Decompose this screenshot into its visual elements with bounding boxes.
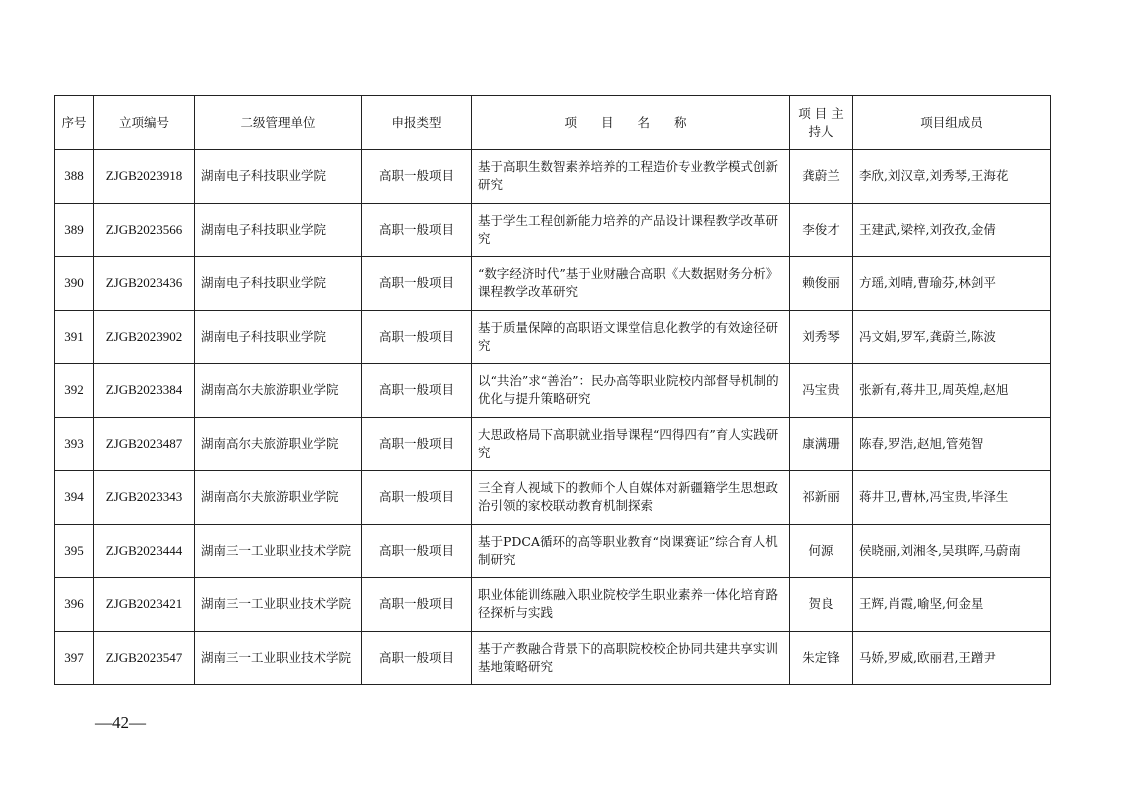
cell-project-name: 基于学生工程创新能力培养的产品设计课程教学改革研究 [472,203,790,257]
cell-project-name: 以“共治”求“善治”：民办高等职业院校内部督导机制的优化与提升策略研究 [472,364,790,418]
cell-type: 高职一般项目 [362,310,472,364]
cell-code: ZJGB2023436 [94,257,195,311]
cell-seq: 388 [55,150,94,204]
cell-type: 高职一般项目 [362,471,472,525]
page-number: —42— [95,713,146,732]
cell-seq: 392 [55,364,94,418]
cell-type: 高职一般项目 [362,524,472,578]
cell-unit: 湖南电子科技职业学院 [195,150,362,204]
cell-unit: 湖南三一工业职业技术学院 [195,578,362,632]
cell-members: 马娇,罗威,欧丽君,王蹭尹 [853,631,1051,685]
cell-seq: 389 [55,203,94,257]
project-table [54,95,1051,685]
header-code: 立项编号 [94,96,195,150]
cell-host: 龚蔚兰 [790,150,853,204]
cell-type: 高职一般项目 [362,257,472,311]
cell-unit: 湖南三一工业职业技术学院 [195,631,362,685]
cell-project-name: “数字经济时代”基于业财融合高职《大数据财务分析》课程教学改革研究 [472,257,790,311]
cell-host: 刘秀琴 [790,310,853,364]
cell-code: ZJGB2023421 [94,578,195,632]
cell-code: ZJGB2023384 [94,364,195,418]
cell-host: 康满珊 [790,417,853,471]
table-row [55,578,1051,632]
cell-unit: 湖南电子科技职业学院 [195,203,362,257]
cell-seq: 391 [55,310,94,364]
cell-project-name: 基于PDCA循环的高等职业教育“岗课赛证”综合育人机制研究 [472,524,790,578]
cell-unit: 湖南电子科技职业学院 [195,310,362,364]
cell-host: 赖俊丽 [790,257,853,311]
cell-members: 冯文娟,罗军,龚蔚兰,陈波 [853,310,1051,364]
cell-host: 何源 [790,524,853,578]
cell-members: 张新有,蒋井卫,周英煌,赵旭 [853,364,1051,418]
cell-type: 高职一般项目 [362,417,472,471]
table-row [55,524,1051,578]
cell-seq: 394 [55,471,94,525]
cell-type: 高职一般项目 [362,578,472,632]
cell-host: 贺良 [790,578,853,632]
header-name: 项 目 名 称 [472,96,790,150]
cell-seq: 396 [55,578,94,632]
cell-host: 李俊才 [790,203,853,257]
cell-code: ZJGB2023487 [94,417,195,471]
cell-unit: 湖南高尔夫旅游职业学院 [195,471,362,525]
table-header-row [55,96,1051,150]
header-seq: 序号 [55,96,94,150]
cell-seq: 393 [55,417,94,471]
header-unit: 二级管理单位 [195,96,362,150]
table-row [55,471,1051,525]
cell-unit: 湖南电子科技职业学院 [195,257,362,311]
cell-unit: 湖南高尔夫旅游职业学院 [195,417,362,471]
table-row [55,631,1051,685]
cell-host: 祁新丽 [790,471,853,525]
cell-members: 蒋井卫,曹林,冯宝贵,毕泽生 [853,471,1051,525]
cell-code: ZJGB2023444 [94,524,195,578]
cell-project-name: 基于质量保障的高职语文课堂信息化教学的有效途径研究 [472,310,790,364]
cell-seq: 395 [55,524,94,578]
cell-members: 陈春,罗浩,赵旭,管苑智 [853,417,1051,471]
cell-members: 方瑶,刘晴,曹瑜芬,林剑平 [853,257,1051,311]
cell-project-name: 职业体能训练融入职业院校学生职业素养一体化培育路径探析与实践 [472,578,790,632]
cell-code: ZJGB2023902 [94,310,195,364]
cell-code: ZJGB2023918 [94,150,195,204]
cell-unit: 湖南三一工业职业技术学院 [195,524,362,578]
cell-members: 侯晓丽,刘湘冬,吴琪晖,马蔚南 [853,524,1051,578]
cell-project-name: 基于高职生数智素养培养的工程造价专业教学模式创新研究 [472,150,790,204]
cell-project-name: 大思政格局下高职就业指导课程“四得四有”育人实践研究 [472,417,790,471]
header-host: 项 目 主持人 [790,96,853,150]
cell-code: ZJGB2023566 [94,203,195,257]
cell-code: ZJGB2023343 [94,471,195,525]
cell-seq: 397 [55,631,94,685]
cell-members: 王建武,梁梓,刘孜孜,金倩 [853,203,1051,257]
cell-type: 高职一般项目 [362,150,472,204]
cell-seq: 390 [55,257,94,311]
cell-type: 高职一般项目 [362,631,472,685]
cell-members: 王辉,肖霞,喻坚,何金星 [853,578,1051,632]
header-type: 申报类型 [362,96,472,150]
cell-members: 李欣,刘汉章,刘秀琴,王海花 [853,150,1051,204]
cell-type: 高职一般项目 [362,203,472,257]
cell-type: 高职一般项目 [362,364,472,418]
table-row [55,203,1051,257]
cell-host: 朱定锋 [790,631,853,685]
table-row [55,257,1051,311]
header-members: 项目组成员 [853,96,1051,150]
cell-code: ZJGB2023547 [94,631,195,685]
table-row [55,417,1051,471]
cell-unit: 湖南高尔夫旅游职业学院 [195,364,362,418]
cell-project-name: 三全育人视域下的教师个人自媒体对新疆籍学生思想政治引领的家校联动教育机制探索 [472,471,790,525]
table-row [55,364,1051,418]
cell-host: 冯宝贵 [790,364,853,418]
table-row [55,310,1051,364]
cell-project-name: 基于产教融合背景下的高职院校校企协同共建共享实训基地策略研究 [472,631,790,685]
table-row [55,150,1051,204]
